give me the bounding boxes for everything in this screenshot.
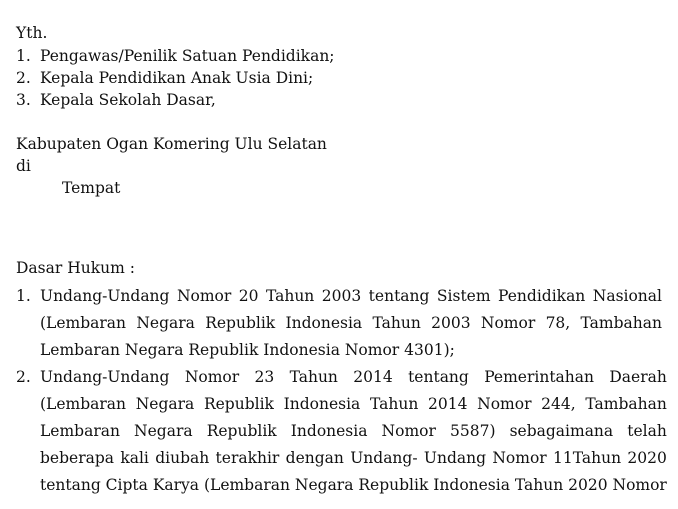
salutation: Yth. [16,24,48,42]
legal-basis-heading: Dasar Hukum : [16,259,135,277]
recipient-region: Kabupaten Ogan Komering Ulu Selatan [16,135,327,153]
legal-basis-line: Lembaran Negara Republik Indonesia Nomor 4301); [40,341,455,359]
legal-basis-line: tentang Cipta Karya (Lembaran Negara Republik Indonesia Tahun 2020 Nomor [40,476,667,494]
recipient-item-text: Kepala Pendidikan Anak Usia Dini; [40,69,314,87]
legal-basis-list [16,283,667,499]
legal-basis-line: Lembaran Negara Republik Indonesia Nomor 5587) sebagaimana telah [40,422,667,440]
legal-basis-item-text [40,283,662,364]
legal-basis-item-number: 2. [16,368,31,386]
legal-basis-line: Undang-Undang Nomor 20 Tahun 2003 tentang Sistem Pendidikan Nasional [40,287,662,305]
recipient-item-number: 1. [16,47,31,65]
legal-basis-item [16,364,667,499]
recipient-item [16,91,216,109]
recipient-item-number: 2. [16,69,31,87]
recipient-item [16,47,335,65]
recipient-item [16,69,313,87]
legal-basis-line: beberapa kali diubah terakhir dengan Undang- Undang Nomor 11Tahun 2020 [40,449,667,467]
recipient-item-text: Pengawas/Penilik Satuan Pendidikan; [40,47,335,65]
legal-basis-item-number: 1. [16,287,31,305]
legal-basis-line: (Lembaran Negara Republik Indonesia Tahun 2014 Nomor 244, Tambahan [40,395,667,413]
legal-basis-line: (Lembaran Negara Republik Indonesia Tahun 2003 Nomor 78, Tambahan [40,314,662,332]
recipient-item-text: Kepala Sekolah Dasar, [40,91,216,109]
legal-basis-line: Undang-Undang Nomor 23 Tahun 2014 tentang Pemerintahan Daerah [40,368,667,386]
recipient-place: Tempat [62,179,121,197]
recipient-item-number: 3. [16,91,31,109]
preposition-di: di [16,157,31,175]
legal-basis-item-text [40,364,667,499]
legal-basis-item [16,283,662,364]
